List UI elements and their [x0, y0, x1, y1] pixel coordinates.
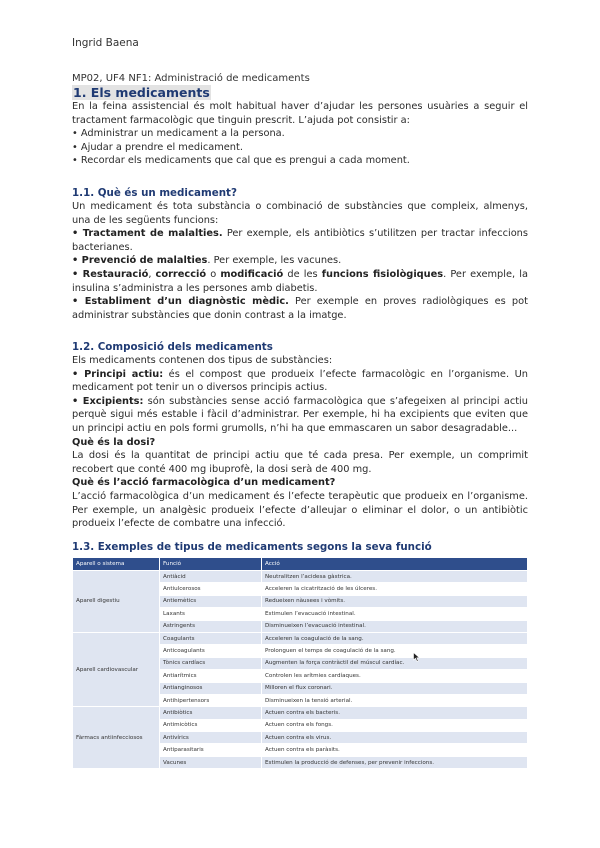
action-cell: Acceleren la coagulació de la sang.	[262, 632, 528, 644]
section-1-2-body	[72, 354, 528, 531]
function-cell: Tònics cardíacs	[160, 657, 262, 669]
action-cell: Estimulen l’evacuació intestinal.	[262, 608, 528, 620]
function-cell: Coagulants	[160, 632, 262, 644]
action-cell: Actuen contra els paràsits.	[262, 744, 528, 756]
system-cell: Fàrmacs antiinfecciosos	[73, 707, 160, 769]
table-row	[73, 632, 528, 644]
action-cell: Augmenten la força contràctil del múscul cardíac.	[262, 657, 528, 669]
table-row	[73, 571, 528, 583]
author-name: Ingrid Baena	[72, 37, 139, 49]
section-1-title: 1. Els medicaments	[73, 85, 210, 100]
function-cell: Antianginosos	[160, 682, 262, 694]
function-cell: Antiàcid	[160, 571, 262, 583]
section-1-1-title: 1.1. Què és un medicament?	[72, 187, 237, 199]
subject-line: MP02, UF4 NF1: Administració de medicaments	[72, 73, 310, 84]
column-header: Acció	[262, 558, 528, 571]
mouse-pointer-icon	[413, 652, 421, 662]
action-cell: Milloren el flux coronari.	[262, 682, 528, 694]
action-cell: Disminueixen l’evacuació intestinal.	[262, 620, 528, 632]
section-1-2-title: 1.2. Composició dels medicaments	[72, 341, 273, 353]
function-item: • Establiment d’un diagnòstic mèdic. Per exemple en proves radiològiques es pot administrar substàncies que donin contrast a la imatge.	[72, 296, 528, 321]
action-cell: Neutralitzen l’acidesa gàstrica.	[262, 571, 528, 583]
section-1-1-intro: Un medicament és tota substància o combinació de substàncies que compleix, almenys, una de les següents funcions:	[72, 201, 528, 226]
dose-answer: La dosi és la quantitat de principi actiu que té cada presa. Per exemple, un comprimit recobert que conté 400 mg ibuprofè, la dosi serà de 400 mg.	[72, 450, 528, 475]
section-1-intro: En la feina assistencial és molt habitual haver d’ajudar les persones usuàries a seguir el tractament farmacològic que tinguin prescrit. L’ajuda pot consistir a:	[72, 101, 528, 126]
substance-item: • Excipients: són substàncies sense acció farmacològica que s’afegeixen al principi actiu perquè sigui més estable i fàcil d’administrar. Per exemple, hi ha excipients que eviten que un principi actiu en pols formi grumolls, n’hi ha que emmascaren un sabor desagradable...	[72, 395, 528, 434]
action-question: Què és l’acció farmacològica d’un medicament?	[72, 477, 336, 489]
function-cell: Antiarítmics	[160, 670, 262, 682]
function-cell: Antiulcerosos	[160, 583, 262, 595]
function-cell: Antiparasitaris	[160, 744, 262, 756]
section-1-3-title: 1.3. Exemples de tipus de medicaments segons la seva funció	[72, 541, 432, 553]
column-header: Funció	[160, 558, 262, 571]
function-item: • Tractament de malalties. Per exemple, els antibiòtics s’utilitzen per tractar infeccions bacterianes.	[72, 228, 528, 253]
list-item: • Administrar un medicament a la persona.	[72, 128, 285, 140]
system-cell: Aparell digestiu	[73, 571, 160, 633]
action-cell: Controlen les arítmies cardíaques.	[262, 670, 528, 682]
function-cell: Antibiòtics	[160, 707, 262, 719]
action-cell: Prolonguen el temps de coagulació de la sang.	[262, 645, 528, 657]
function-cell: Antihipertensors	[160, 694, 262, 706]
function-cell: Antimicòtics	[160, 719, 262, 731]
dose-question: Què és la dosi?	[72, 436, 156, 448]
section-1-2-intro: Els medicaments contenen dos tipus de substàncies:	[72, 355, 333, 366]
system-cell: Aparell cardiovascular	[73, 632, 160, 706]
substance-item: • Principi actiu: és el compost que produeix l’efecte farmacològic en l’organisme. Un medicament pot tenir un o diversos principis actius.	[72, 368, 528, 394]
action-cell: Actuen contra els virus.	[262, 732, 528, 744]
action-cell: Disminueixen la tensió arterial.	[262, 694, 528, 706]
function-cell: Anticoagulants	[160, 645, 262, 657]
medication-table	[72, 557, 528, 769]
list-item: • Ajudar a prendre el medicament.	[72, 141, 243, 153]
function-cell: Vacunes	[160, 756, 262, 768]
action-cell: Estimulen la producció de defenses, per prevenir infeccions.	[262, 756, 528, 768]
action-cell: Acceleren la cicatrització de les úlceres.	[262, 583, 528, 595]
action-answer: L’acció farmacològica d’un medicament és l’efecte terapèutic que produeix en l’organisme. Per exemple, un analgèsic produeix l’efecte d’alleujar o eliminar el dolor, o un antibiòtic produeix l’efecte de combatre una infecció.	[72, 490, 528, 530]
column-header: Aparell o sistema	[73, 558, 160, 571]
function-item: • Prevenció de malalties. Per exemple, les vacunes.	[72, 255, 342, 267]
function-cell: Antivírics	[160, 732, 262, 744]
function-item: • Restauració, correcció o modificació de les funcions fisiològiques. Per exemple, la insulina s’administra a les persones amb diabetis.	[72, 268, 528, 294]
function-cell: Antiemètics	[160, 595, 262, 607]
function-cell: Laxants	[160, 608, 262, 620]
action-cell: Actuen contra els bacteris.	[262, 707, 528, 719]
action-cell: Redueixen nàusees i vòmits.	[262, 595, 528, 607]
section-1-1-body	[72, 200, 528, 322]
function-cell: Astringents	[160, 620, 262, 632]
table-header-row	[73, 558, 528, 571]
action-cell: Actuen contra els fongs.	[262, 719, 528, 731]
section-1-body	[72, 100, 528, 168]
list-item: • Recordar els medicaments que cal que es prengui a cada moment.	[72, 155, 410, 167]
table-row	[73, 707, 528, 719]
